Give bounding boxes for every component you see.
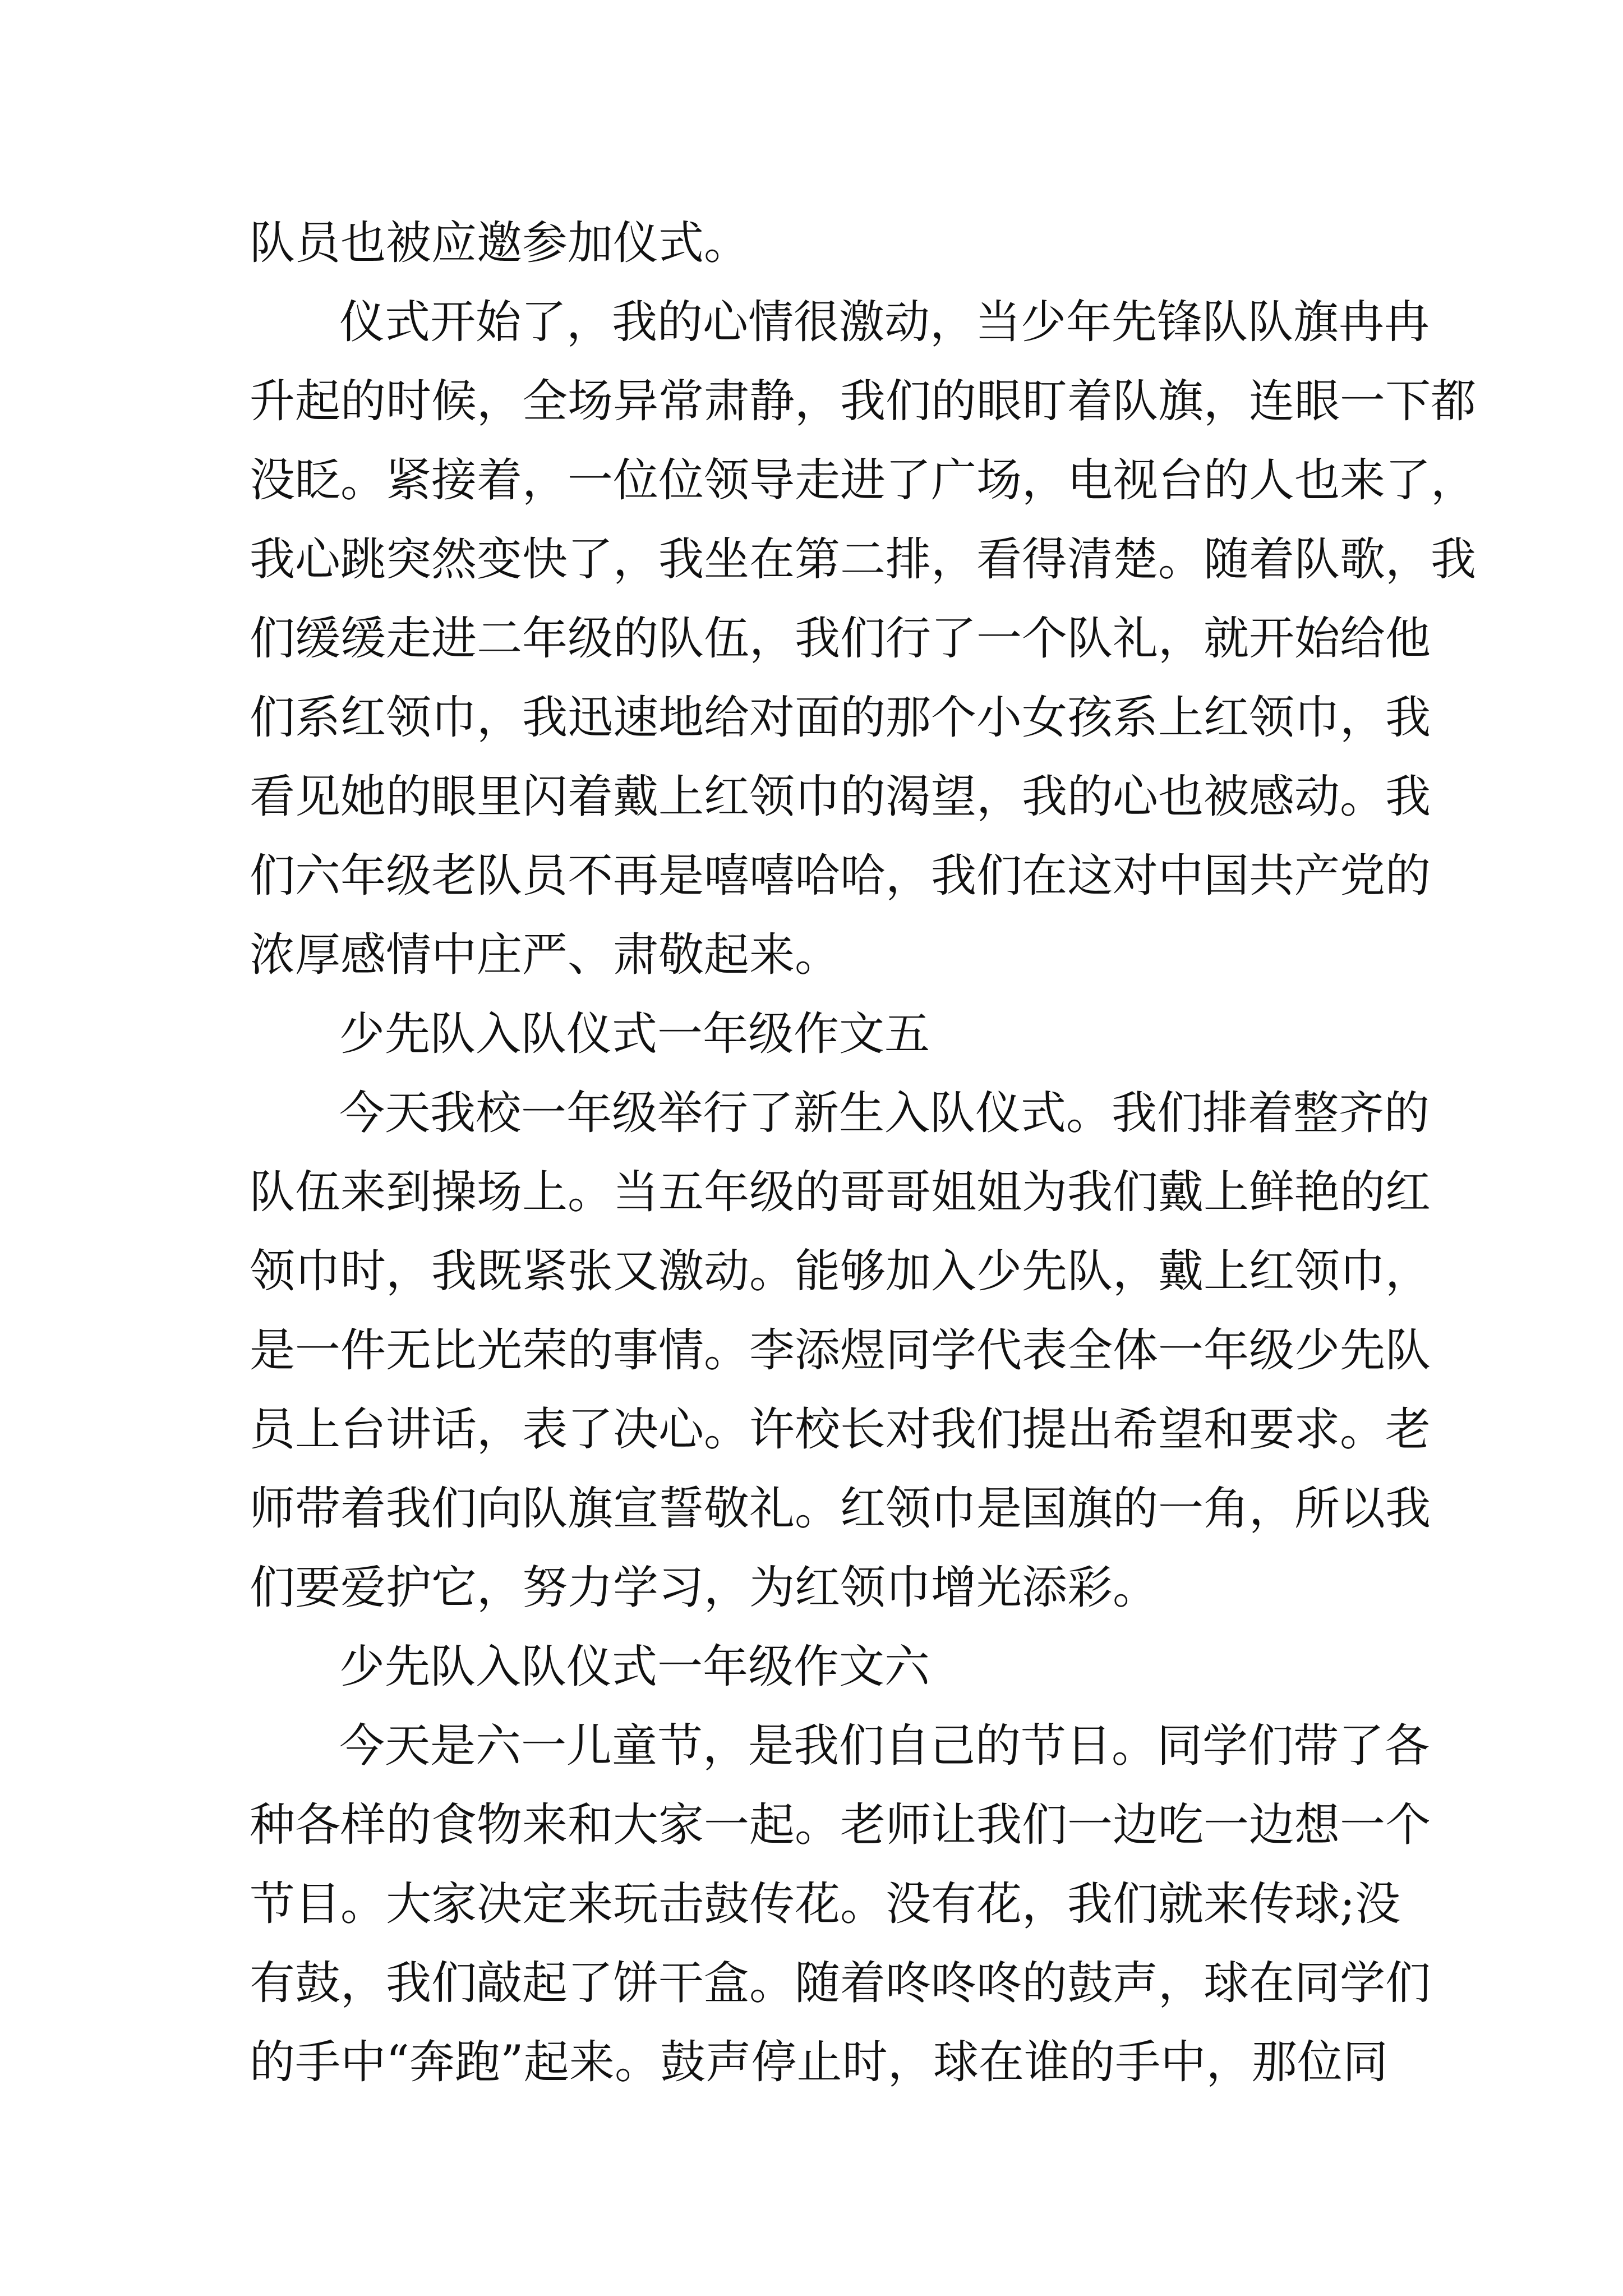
text-line: 今天是六一儿童节，是我们自己的节日。同学们带了各 (339, 1720, 1430, 1773)
text-line: 们要爱护它，努力学习，为红领巾增光添彩。 (250, 1562, 1159, 1614)
text-line: 们缓缓走进二年级的队伍，我们行了一个队礼，就开始给他 (250, 613, 1431, 665)
text-line: 员上台讲话，表了决心。许校长对我们提出希望和要求。老 (250, 1404, 1431, 1456)
section-heading: 少先队入队仪式一年级作文五 (339, 1008, 930, 1061)
text-line: 仪式开始了，我的心情很激动，当少年先锋队队旗冉冉 (339, 296, 1430, 349)
section-heading: 少先队入队仪式一年级作文六 (339, 1641, 930, 1694)
text-line: 是一件无比光荣的事情。李添煜同学代表全体一年级少先队 (250, 1324, 1431, 1377)
text-line: 师带着我们向队旗宣誓敬礼。红领巾是国旗的一角，所以我 (250, 1483, 1431, 1535)
text-line: 今天我校一年级举行了新生入队仪式。我们排着整齐的 (339, 1087, 1430, 1140)
text-line: 看见她的眼里闪着戴上红领巾的渴望，我的心也被感动。我 (250, 771, 1431, 823)
text-line: 领巾时，我既紧张又激动。能够加入少先队，戴上红领巾， (250, 1245, 1431, 1298)
text-line: 浓厚感情中庄严、肃敬起来。 (250, 929, 841, 982)
text-line: 队员也被应邀参加仪式。 (250, 217, 750, 270)
text-line: 们六年级老队员不再是嘻嘻哈哈，我们在这对中国共产党的 (250, 850, 1431, 903)
text-line: 种各样的食物来和大家一起。老师让我们一边吃一边想一个 (250, 1799, 1431, 1852)
text-line: 的手中“奔跑”起来。鼓声停止时，球在谁的手中，那位同 (250, 2036, 1388, 2089)
text-line: 没眨。紧接着，一位位领导走进了广场，电视台的人也来了， (250, 454, 1477, 507)
text-line: 节目。大家决定来玩击鼓传花。没有花，我们就来传球;没 (250, 1878, 1401, 1931)
text-line: 们系红领巾，我迅速地给对面的那个小女孩系上红领巾，我 (250, 692, 1431, 744)
text-line: 队伍来到操场上。当五年级的哥哥姐姐为我们戴上鲜艳的红 (250, 1166, 1431, 1219)
text-line: 有鼓，我们敲起了饼干盒。随着咚咚咚的鼓声，球在同学们 (250, 1957, 1431, 2010)
text-line: 升起的时候，全场异常肃静，我们的眼盯着队旗，连眼一下都 (250, 375, 1477, 428)
text-line: 我心跳突然变快了，我坐在第二排，看得清楚。随着队歌，我 (250, 533, 1477, 586)
